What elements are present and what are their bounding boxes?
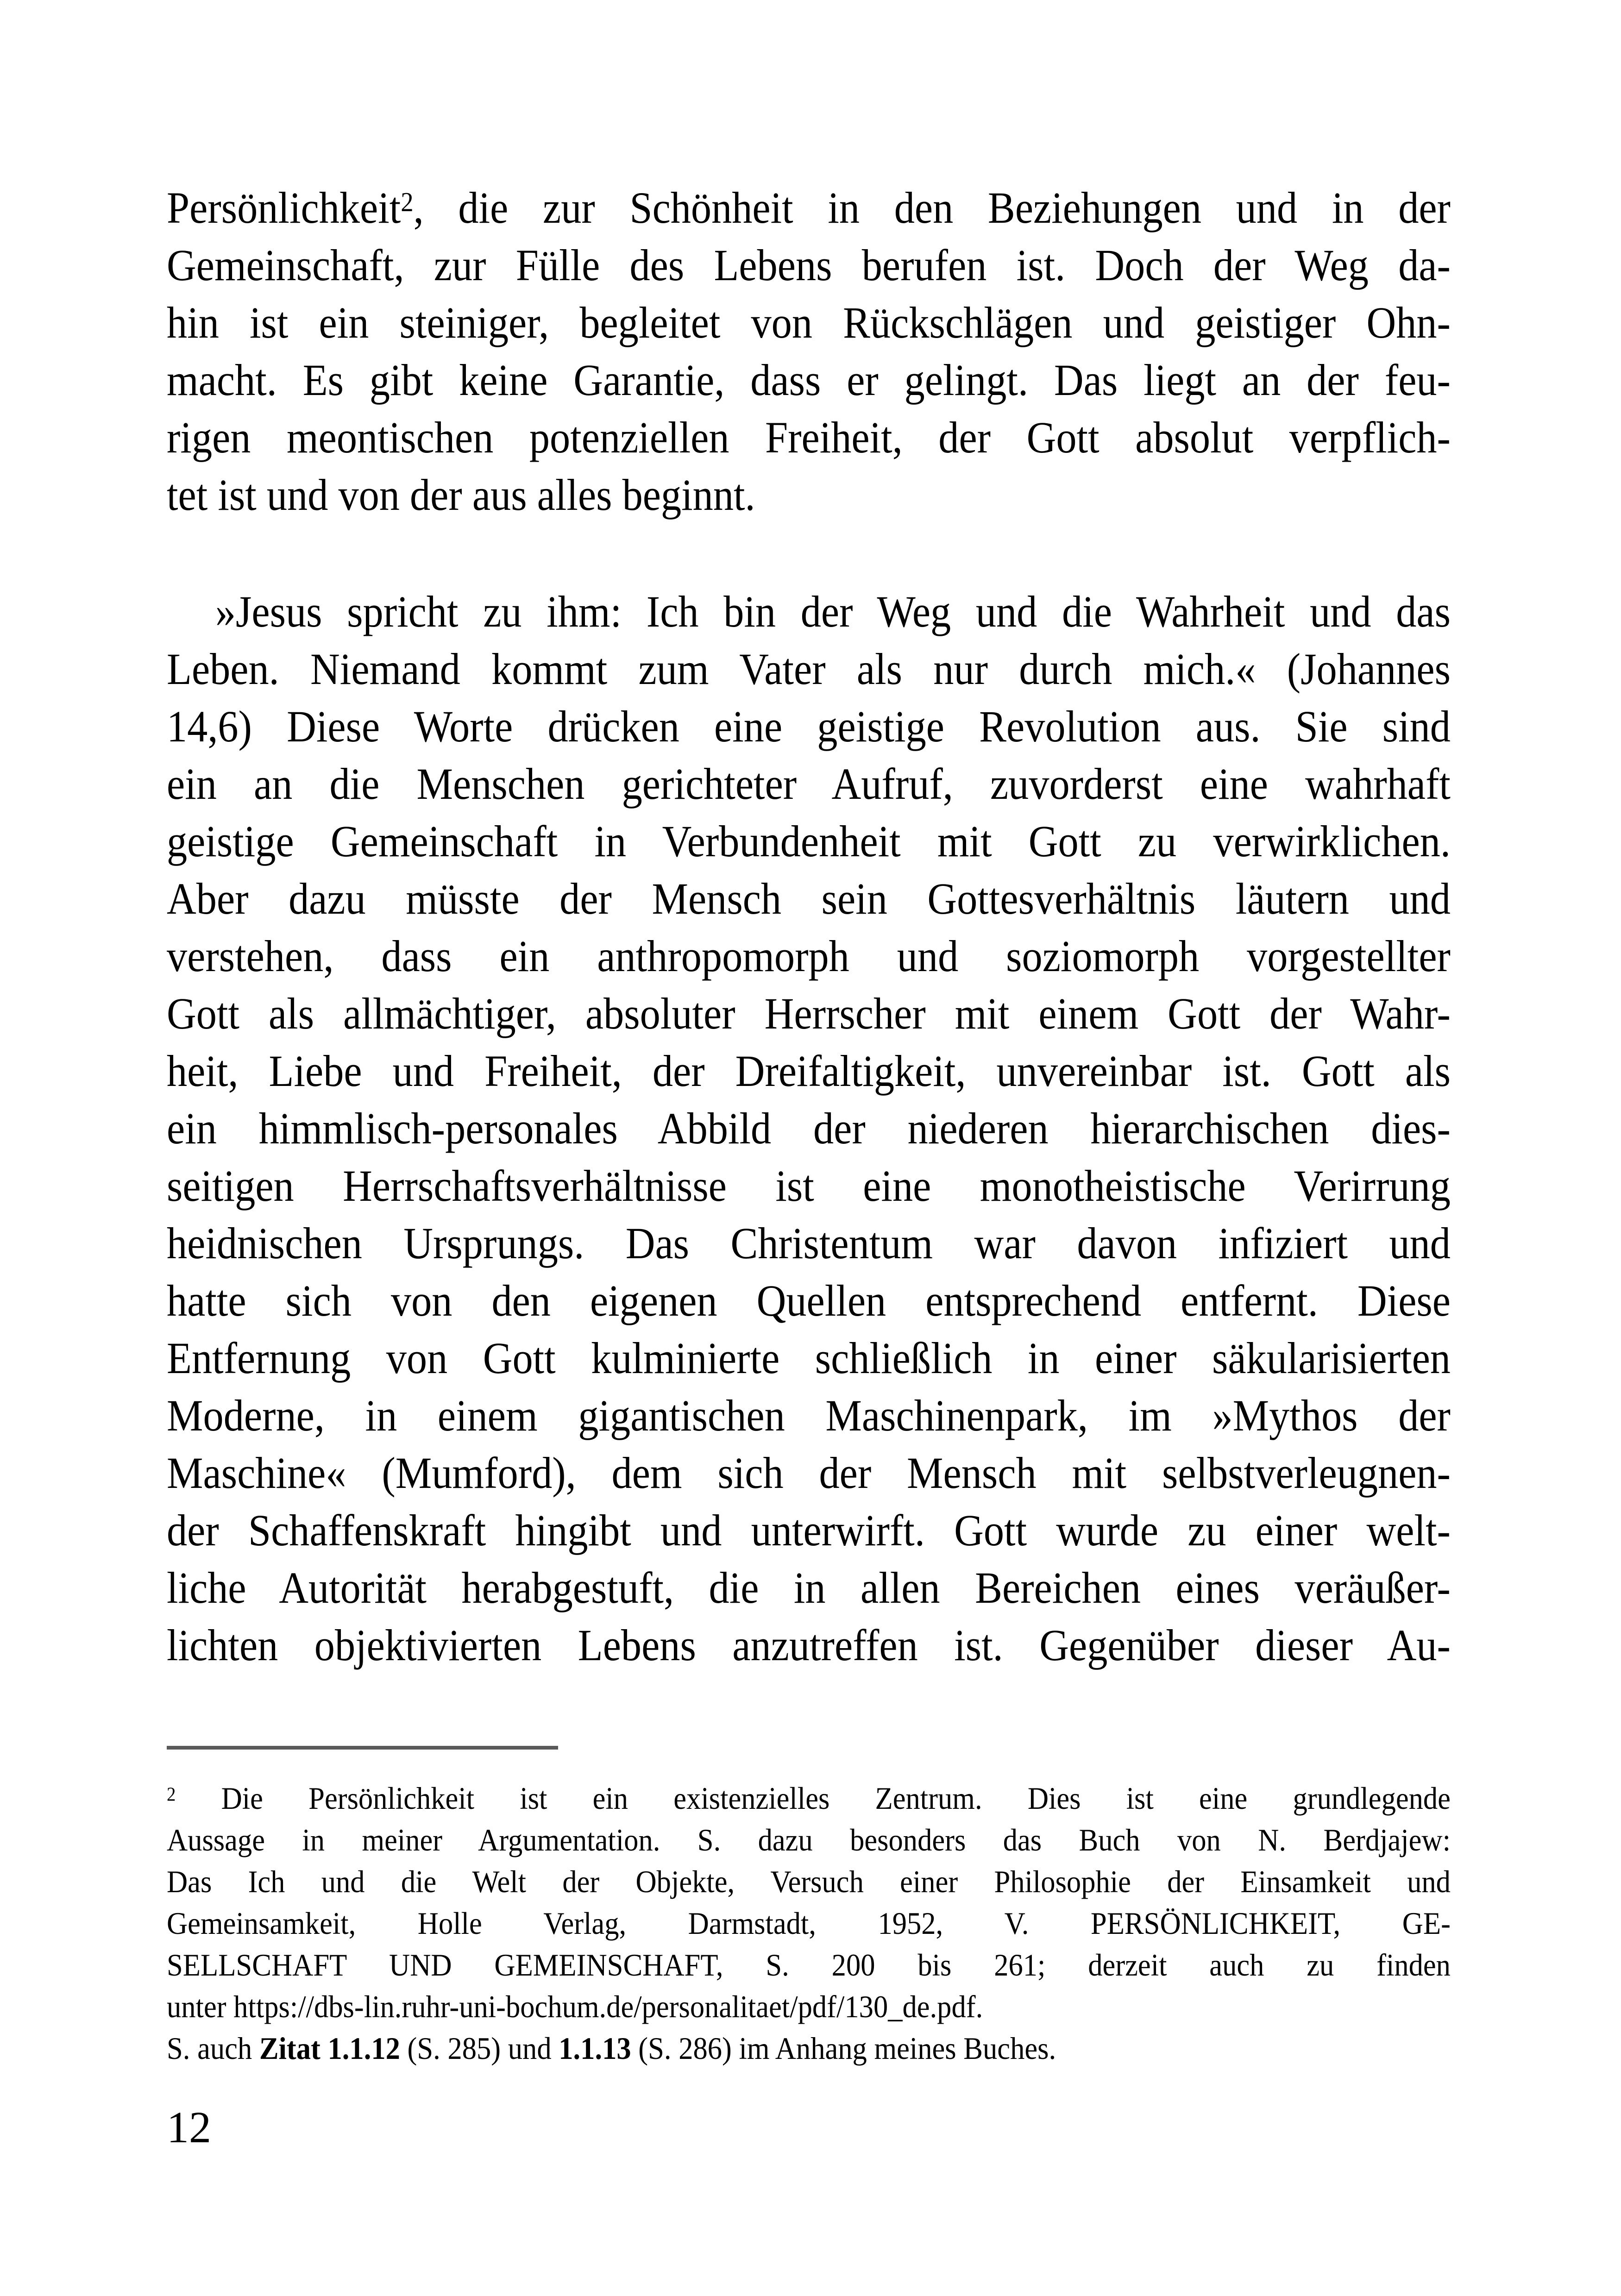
text-segment: Aber dazu müsste der Mensch sein Gottesverhältnis läutern und	[167, 874, 1451, 923]
text-line	[167, 1819, 1451, 1861]
footnote-separator	[167, 1746, 558, 1750]
text-line	[167, 1157, 1451, 1215]
text-line	[167, 1986, 1451, 2027]
text-segment: unter https://dbs-lin.ruhr-uni-bochum.de/personalitaet/pdf/130_de.pdf.	[167, 1989, 983, 2024]
text-segment: lichten objektivierten Lebens anzutreffen ist. Gegenüber dieser Au-	[167, 1620, 1451, 1670]
text-line	[167, 755, 1451, 813]
text-segment: »Jesus spricht zu ihm: Ich bin der Weg und die Wahrheit und das	[215, 587, 1451, 636]
text-segment: liche Autorität herabgestuft, die in allen Bereichen eines veräußer-	[167, 1563, 1451, 1612]
superscript-footnote-marker: 2	[167, 1783, 176, 1806]
body-text	[167, 179, 1451, 1674]
footnote	[167, 1777, 1451, 2069]
page-number: 12	[167, 2102, 211, 2152]
text-line	[167, 1861, 1451, 1902]
superscript-footnote-marker: 2	[401, 187, 414, 218]
text-segment: SELLSCHAFT UND GEMEINSCHAFT, S. 200 bis 261; derzeit auch zu finden	[167, 1947, 1451, 1982]
text-segment: Aussage in meiner Argumentation. S. dazu besonders das Buch von N. Berdjajew:	[167, 1822, 1451, 1857]
text-segment: (S. 286) im Anhang meines Buches.	[631, 2031, 1056, 2066]
paragraph-2	[167, 583, 1451, 1674]
text-line	[167, 698, 1451, 755]
text-line	[167, 179, 1451, 237]
text-segment: macht. Es gibt keine Garantie, dass er gelingt. Das liegt an der feu-	[167, 355, 1451, 405]
text-segment: hatte sich von den eigenen Quellen entsprechend entfernt. Diese	[167, 1276, 1451, 1325]
text-segment: Das Ich und die Welt der Objekte, Versuch einer Philosophie der Einsamkeit und	[167, 1864, 1451, 1899]
text-segment: verstehen, dass ein anthropomorph und soziomorph vorgestellter	[167, 931, 1451, 981]
text-segment: Leben. Niemand kommt zum Vater als nur durch mich.« (Johannes	[167, 644, 1451, 694]
text-line	[167, 351, 1451, 409]
text-segment: Gemeinschaft, zur Fülle des Lebens berufen ist. Doch der Weg da-	[167, 240, 1451, 290]
text-segment: heidnischen Ursprungs. Das Christentum war davon infiziert und	[167, 1218, 1451, 1268]
text-segment: ein an die Menschen gerichteter Aufruf, zuvorderst eine wahrhaft	[167, 759, 1451, 809]
text-segment: , die zur Schönheit in den Beziehungen und in der	[413, 183, 1451, 232]
text-line	[167, 985, 1451, 1042]
text-line	[167, 1215, 1451, 1272]
text-line	[167, 583, 1451, 640]
text-segment: der Schaffenskraft hingibt und unterwirft. Gott wurde zu einer welt-	[167, 1506, 1451, 1555]
text-segment: Die Persönlichkeit ist ein existenzielles Zentrum. Dies ist eine grundlegende	[176, 1781, 1451, 1816]
text-line	[167, 409, 1451, 466]
text-line	[167, 2027, 1451, 2069]
text-segment: seitigen Herrschaftsverhältnisse ist eine monotheistische Verirrung	[167, 1161, 1451, 1211]
text-segment: Persönlichkeit	[167, 183, 401, 232]
paragraph-1	[167, 179, 1451, 524]
text-segment: Gemeinsamkeit, Holle Verlag, Darmstadt, 1952, V. PERSÖNLICHKEIT, GE-	[167, 1906, 1451, 1941]
text-segment: Maschine« (Mumford), dem sich der Mensch mit selbstverleugnen-	[167, 1448, 1451, 1498]
text-line	[167, 1042, 1451, 1100]
text-segment: Moderne, in einem gigantischen Maschinenpark, im »Mythos der	[167, 1391, 1451, 1440]
text-line	[167, 1617, 1451, 1674]
text-segment: 14,6) Diese Worte drücken eine geistige Revolution aus. Sie sind	[167, 702, 1451, 751]
text-line	[167, 1444, 1451, 1502]
text-line	[167, 1902, 1451, 1944]
text-segment: ein himmlisch-personales Abbild der niederen hierarchischen dies-	[167, 1104, 1451, 1153]
text-line	[167, 870, 1451, 928]
text-line	[167, 1330, 1451, 1387]
text-segment: heit, Liebe und Freiheit, der Dreifaltigkeit, unvereinbar ist. Gott als	[167, 1046, 1451, 1096]
text-segment: Zitat 1.1.12	[259, 2031, 400, 2066]
text-line	[167, 1502, 1451, 1559]
text-line	[167, 640, 1451, 698]
text-line	[167, 813, 1451, 870]
text-segment: rigen meontischen potenziellen Freiheit, der Gott absolut verpflich-	[167, 413, 1451, 462]
text-segment: hin ist ein steiniger, begleitet von Rückschlägen und geistiger Ohn-	[167, 298, 1451, 347]
text-line	[167, 1559, 1451, 1617]
text-line	[167, 1387, 1451, 1444]
text-segment: (S. 285) und	[400, 2031, 559, 2066]
text-segment: tet ist und von der aus alles beginnt.	[167, 470, 755, 520]
text-line	[167, 294, 1451, 351]
text-line	[167, 1272, 1451, 1330]
text-line	[167, 1777, 1451, 1819]
text-segment: geistige Gemeinschaft in Verbundenheit mit Gott zu verwirklichen.	[167, 816, 1451, 866]
text-line	[167, 1100, 1451, 1157]
text-line	[167, 237, 1451, 294]
text-segment: Gott als allmächtiger, absoluter Herrscher mit einem Gott der Wahr-	[167, 989, 1451, 1038]
text-line	[167, 466, 1451, 524]
text-column	[167, 179, 1451, 2156]
text-segment: Entfernung von Gott kulminierte schließlich in einer säkularisierten	[167, 1333, 1451, 1383]
text-segment: 1.1.13	[559, 2031, 631, 2066]
text-line	[167, 1944, 1451, 1986]
text-segment: S. auch	[167, 2031, 259, 2066]
text-line	[167, 928, 1451, 985]
